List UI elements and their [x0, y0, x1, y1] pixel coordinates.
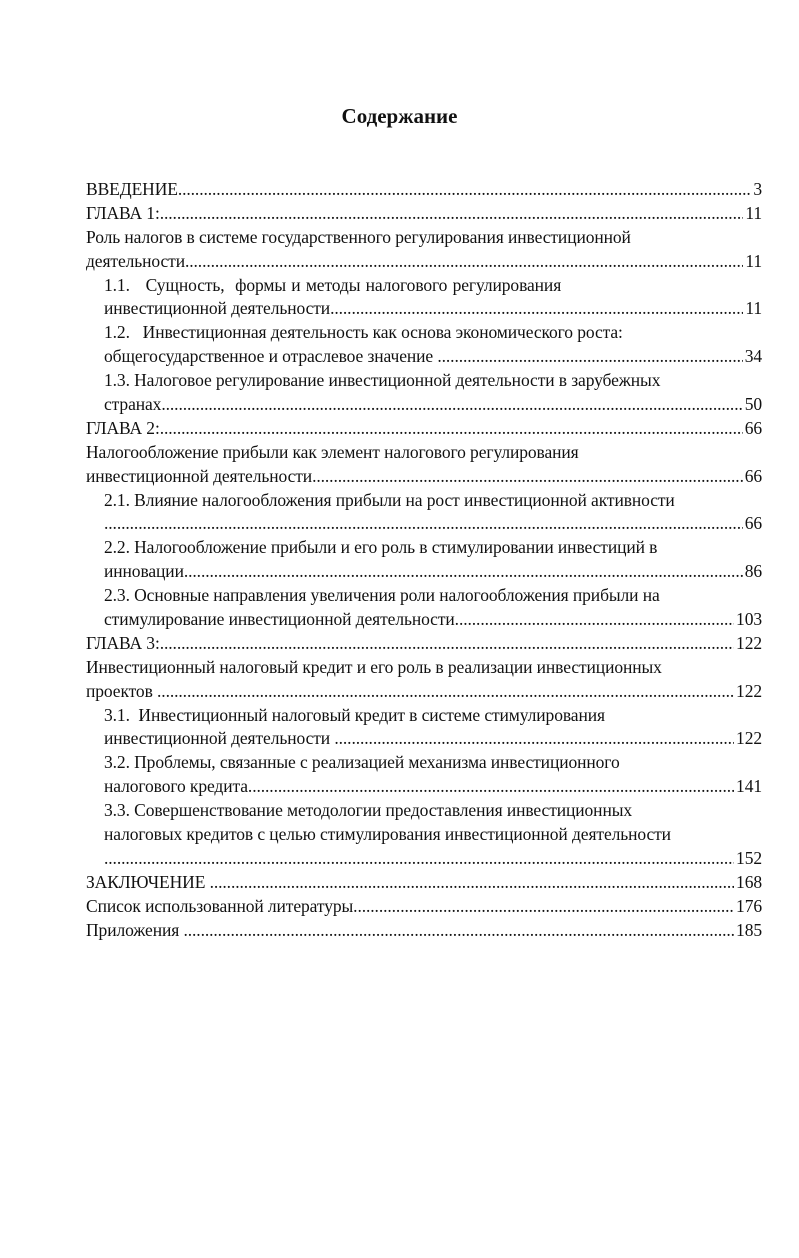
- toc-entry-text: ГЛАВА 1:: [86, 202, 160, 223]
- dot-leader: [184, 560, 743, 584]
- toc-chapter-1-title: Роль налогов в системе государственного регулирования инвестиционной: [86, 226, 631, 247]
- toc-section-3-3-end: [86, 847, 762, 871]
- toc-entry-text: инвестиционной деятельности: [86, 465, 313, 486]
- dot-leader: [330, 297, 743, 321]
- toc-chapter-2-title: Налогообложение прибыли как элемент налогового регулирования: [86, 441, 579, 462]
- toc-section-3-1-end: [86, 727, 762, 751]
- toc-page-number: 122: [736, 632, 762, 653]
- toc-entry-text: Список использованной литературы: [86, 895, 354, 916]
- dot-leader: [334, 727, 734, 751]
- toc-page-number: 122: [736, 728, 762, 749]
- toc-chapter-2-title-end: [86, 465, 762, 489]
- toc-section-1-1-end: [86, 297, 762, 321]
- toc-entry-text: ГЛАВА 3:: [86, 632, 160, 653]
- toc-page-number: 66: [744, 417, 762, 438]
- dot-leader: [161, 393, 742, 417]
- dot-leader: [353, 895, 734, 919]
- dot-leader: [104, 512, 743, 536]
- toc-entry-text: инвестиционной деятельности: [104, 728, 335, 749]
- toc-page-number: 176: [736, 895, 762, 916]
- toc-section-2-1: 2.1. Влияние налогообложения прибыли на рост инвестиционной активности: [104, 489, 675, 510]
- toc-section-1-1: 1.1. Сущность, формы и методы налогового регулирования: [104, 274, 562, 295]
- toc-section-2-3-end: [86, 608, 762, 632]
- dot-leader: [178, 178, 752, 202]
- toc-page-number: 11: [745, 298, 762, 319]
- dot-leader: [437, 345, 742, 369]
- dot-leader: [160, 202, 744, 226]
- toc-entry-intro: [86, 178, 762, 202]
- toc-page-number: 66: [744, 465, 762, 486]
- toc-page-number: 103: [736, 609, 762, 630]
- toc-entry-text: налогового кредита: [104, 776, 248, 797]
- toc-entry-text: инновации: [104, 561, 184, 582]
- toc-section-1-3: 1.3. Налоговое регулирование инвестиционной деятельности в зарубежных: [104, 370, 661, 391]
- toc-chapter-1-title-end: [86, 250, 762, 274]
- toc-chapter-2-heading: [86, 417, 762, 441]
- toc-page-number: 50: [744, 394, 762, 415]
- toc-entry-text: ЗАКЛЮЧЕНИЕ: [86, 871, 210, 892]
- toc-entry-text: деятельности: [86, 250, 185, 271]
- toc-section-3-1: 3.1. Инвестиционный налоговый кредит в системе стимулирования: [104, 704, 605, 725]
- dot-leader: [312, 465, 743, 489]
- dot-leader: [185, 250, 743, 274]
- toc-section-1-2: 1.2. Инвестиционная деятельность как основа экономического роста:: [104, 322, 623, 343]
- toc-entry-text: ГЛАВА 2:: [86, 417, 160, 438]
- toc-page-number: 11: [745, 250, 762, 271]
- page-title: Содержание: [341, 104, 458, 128]
- dot-leader: [455, 608, 734, 632]
- toc-section-3-3-cont: налоговых кредитов с целью стимулирования инвестиционной деятельности: [104, 824, 671, 845]
- toc-page-number: 152: [736, 847, 762, 868]
- toc-section-2-1-end: [86, 512, 762, 536]
- toc-chapter-3-title-end: [86, 680, 762, 704]
- toc-entry-conclusion: [86, 871, 762, 895]
- dot-leader: [160, 417, 743, 441]
- toc-page-number: 3: [753, 179, 762, 199]
- toc-page-number: 86: [744, 561, 762, 582]
- toc-entry-references: [86, 895, 762, 919]
- toc-entry-text: Приложения: [86, 919, 184, 940]
- toc-entry-text: странах: [104, 394, 162, 415]
- toc-entry-appendix: [86, 919, 762, 943]
- dot-leader: [104, 847, 734, 871]
- toc-page-number: 141: [736, 776, 762, 797]
- toc-chapter-3-heading: [86, 632, 762, 656]
- toc-entry-text: стимулирование инвестиционной деятельности: [104, 609, 455, 630]
- toc-entry-text: инвестиционной деятельности: [104, 298, 331, 319]
- toc-chapter-1-heading: [86, 202, 762, 226]
- toc-section-1-3-end: [86, 393, 762, 417]
- toc-page-number: 11: [745, 202, 762, 223]
- toc-section-2-3: 2.3. Основные направления увеличения роли налогообложения прибыли на: [104, 585, 660, 606]
- toc-entry-text: ВВЕДЕНИЕ: [86, 179, 178, 199]
- toc-chapter-3-title: Инвестиционный налоговый кредит и его роль в реализации инвестиционных: [86, 656, 662, 677]
- toc-section-3-2-end: [86, 775, 762, 799]
- dot-leader: [157, 680, 734, 704]
- toc-page-number: 122: [736, 680, 762, 701]
- toc-page-number: 168: [736, 871, 762, 892]
- toc-entry-text: проектов: [86, 680, 158, 701]
- dot-leader: [183, 919, 734, 943]
- dot-leader: [248, 775, 734, 799]
- toc-section-1-2-end: [86, 345, 762, 369]
- toc-page-number: 66: [744, 513, 762, 534]
- dot-leader: [210, 871, 734, 895]
- toc-section-2-2-end: [86, 560, 762, 584]
- toc-section-2-2: 2.2. Налогообложение прибыли и его роль в стимулировании инвестиций в: [104, 537, 658, 558]
- table-of-contents: [86, 178, 762, 943]
- dot-leader: [160, 632, 734, 656]
- toc-page-number: 34: [744, 346, 762, 367]
- toc-section-3-3: 3.3. Совершенствование методологии предоставления инвестиционных: [104, 800, 633, 821]
- toc-page-number: 185: [736, 919, 762, 940]
- toc-section-3-2: 3.2. Проблемы, связанные с реализацией механизма инвестиционного: [104, 752, 620, 773]
- toc-entry-text: общегосударственное и отраслевое значение: [104, 346, 438, 367]
